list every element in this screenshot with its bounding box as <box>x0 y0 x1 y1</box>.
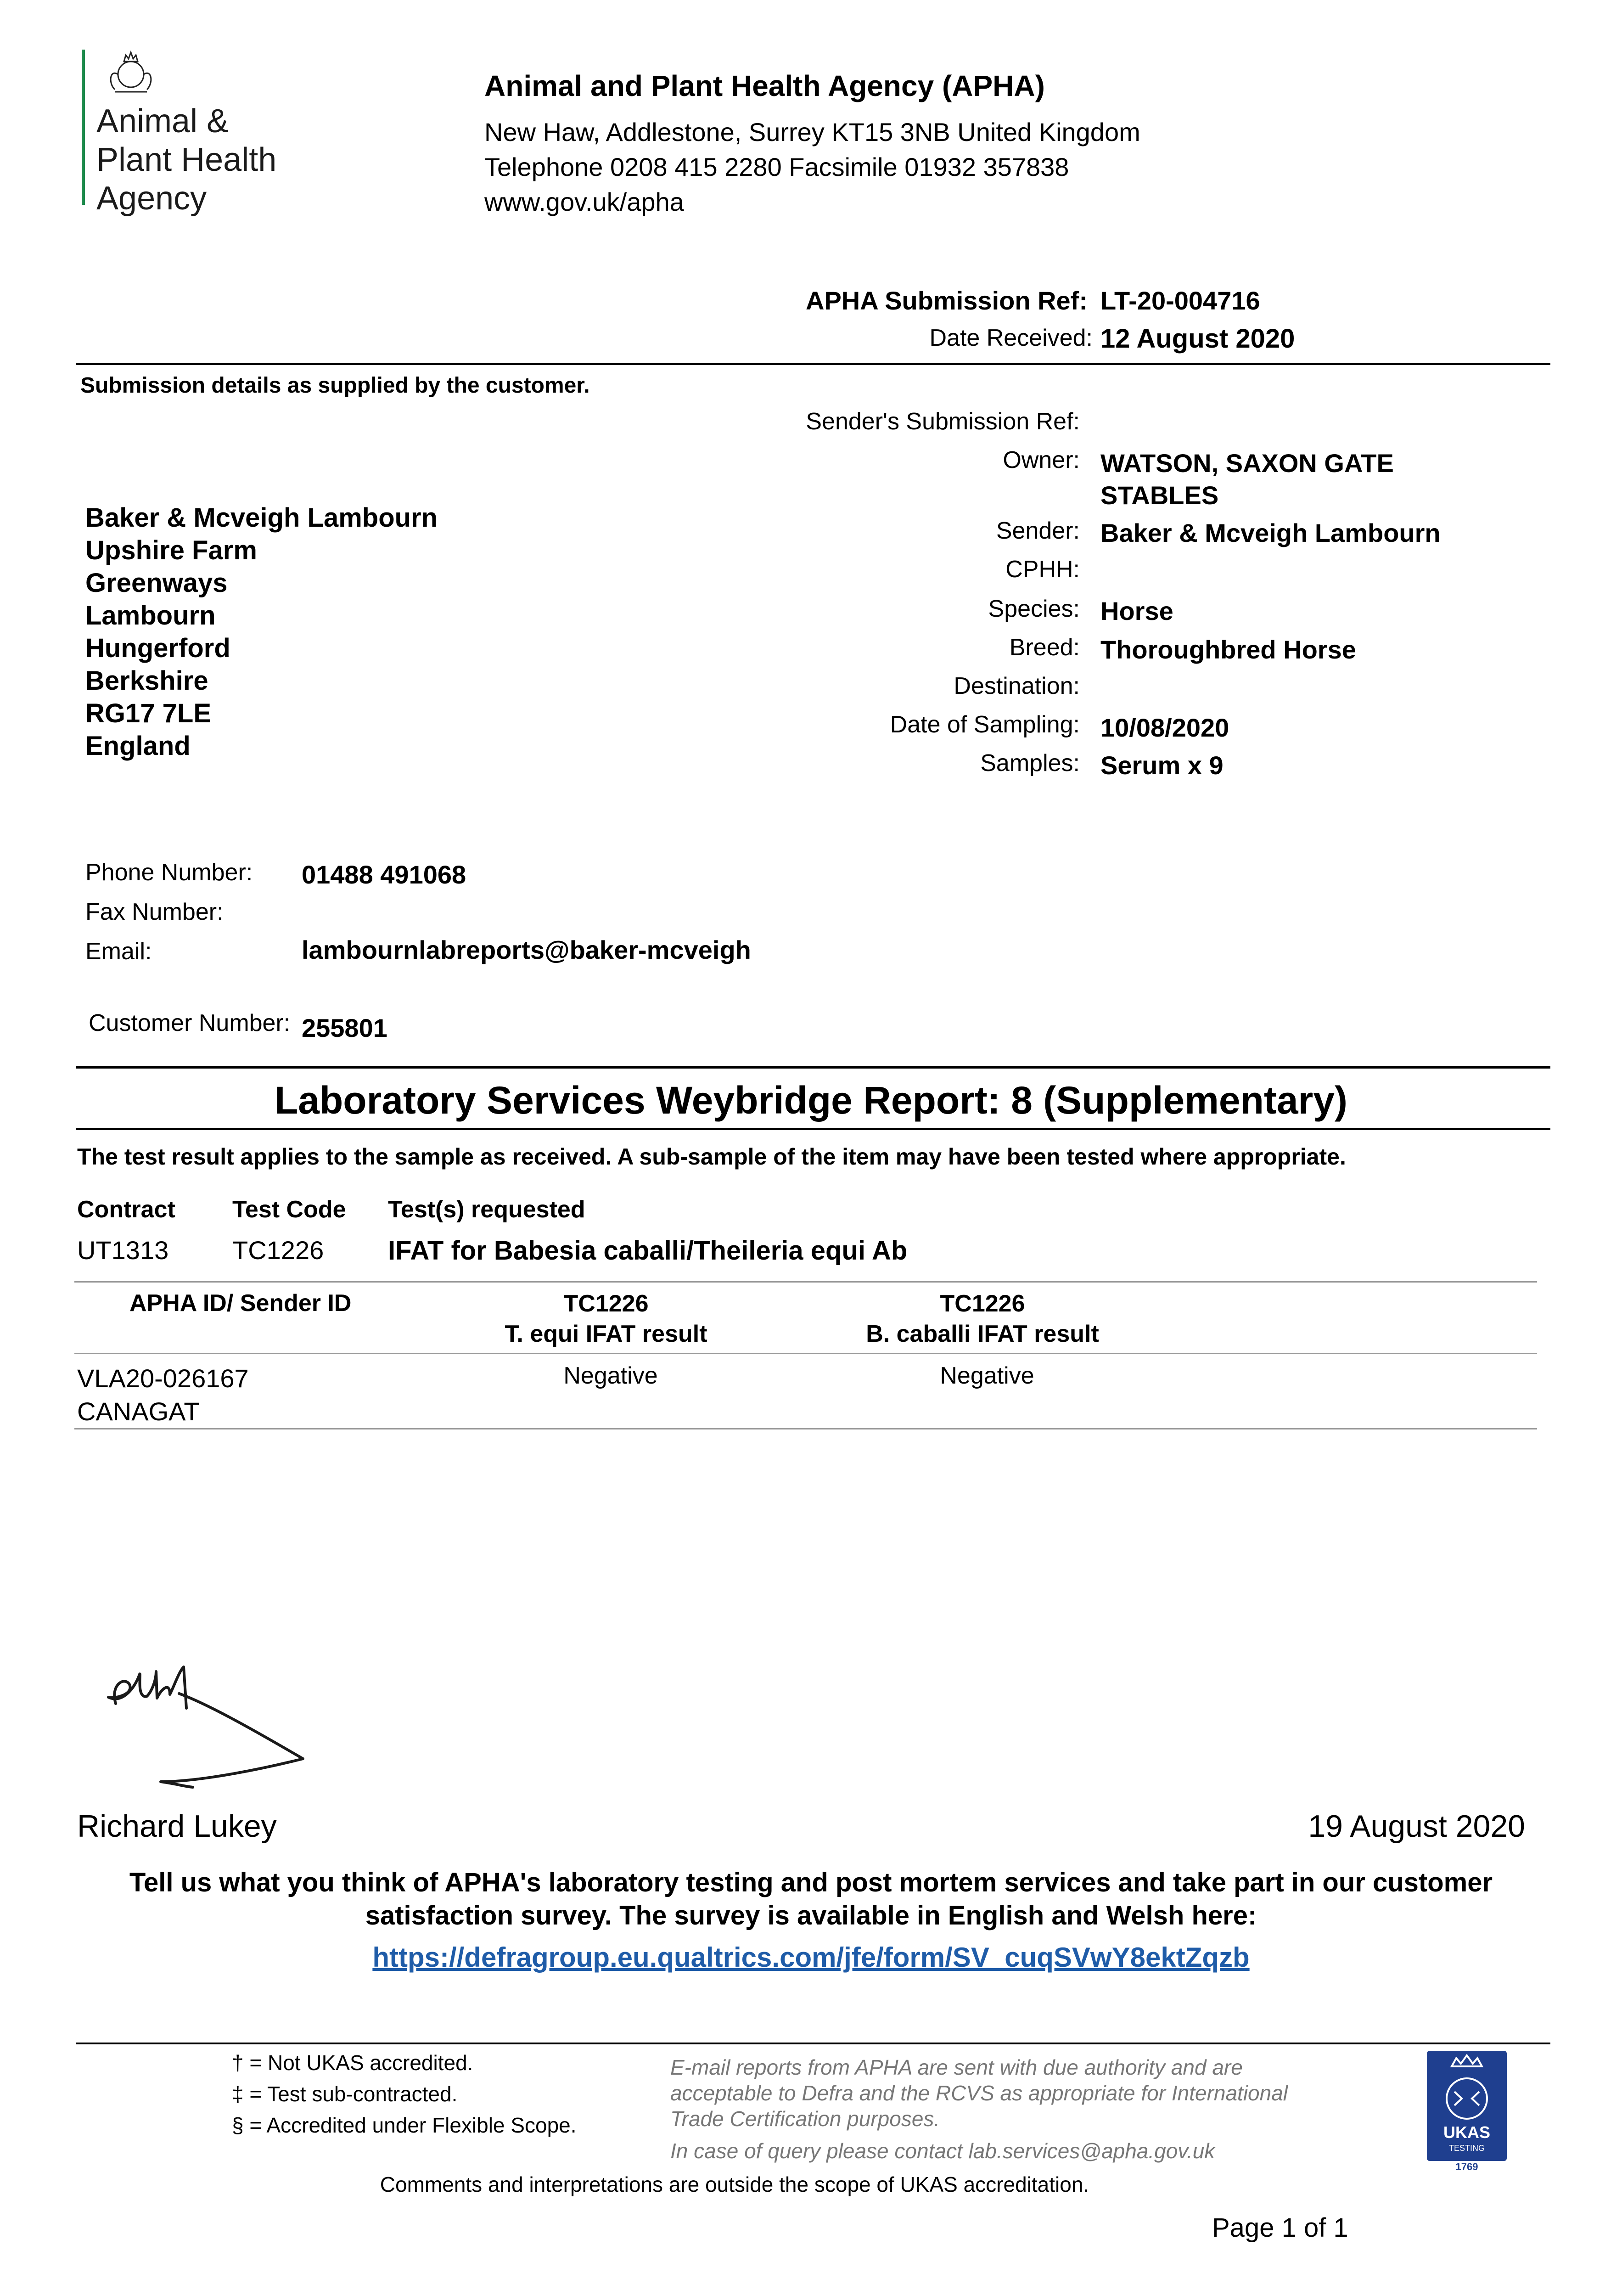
fax-label: Fax Number: <box>85 899 224 925</box>
owner-label: Owner: <box>1003 447 1080 473</box>
ukas-badge <box>1423 2048 1510 2172</box>
logo-bar <box>82 50 85 205</box>
ukas-number: 1769 <box>1455 2161 1478 2172</box>
date-received-value: 12 August 2020 <box>1100 324 1295 354</box>
survey-link[interactable]: https://defragroup.eu.qualtrics.com/jfe/form/SV_cuqSVwY8ektZqzb <box>372 1942 1250 1973</box>
customer-number-label: Customer Number: <box>89 1010 291 1036</box>
report-title: Laboratory Services Weybridge Report: 8 (Supplementary) <box>274 1079 1348 1122</box>
test-code-header: Test Code <box>232 1196 346 1223</box>
contract-header: Contract <box>77 1196 175 1223</box>
ukas-sub: TESTING <box>1448 2144 1485 2153</box>
t-equi-result: Negative <box>563 1362 658 1389</box>
species-value: Horse <box>1100 597 1173 625</box>
divider <box>74 1428 1537 1429</box>
owner-value: WATSON, SAXON GATE STABLES <box>1100 449 1394 510</box>
sample-id: VLA20-026167 CANAGAT <box>77 1364 249 1426</box>
footer-comments: Comments and interpretations are outside the scope of UKAS accreditation. <box>380 2172 1089 2196</box>
survey-link-wrap <box>0 1941 1622 1973</box>
survey-text: Tell us what you think of APHA's laboratory testing and post mortem services and take part in our customer satisfaction survey. The survey is available in English and Welsh here: <box>129 1868 1493 1930</box>
signature-image <box>92 1653 331 1800</box>
page-number: Page 1 of 1 <box>1212 2213 1348 2243</box>
cphh-label: CPHH: <box>1005 556 1080 583</box>
sender-value: Baker & Mcveigh Lambourn <box>1100 518 1441 547</box>
breed-value: Thoroughbred Horse <box>1100 635 1356 664</box>
report-disclaimer: The test result applies to the sample as received. A sub-sample of the item may have been tested where appropriate. <box>77 1144 1346 1170</box>
submission-details-note: Submission details as supplied by the customer. <box>80 373 590 398</box>
sender-label: Sender: <box>996 518 1080 544</box>
org-contact <box>484 115 1140 219</box>
divider <box>76 363 1550 365</box>
test-code-value: TC1226 <box>232 1236 324 1265</box>
phone-value: 01488 491068 <box>302 860 466 889</box>
org-address: New Haw, Addlestone, Surrey KT15 3NB United Kingdom <box>484 118 1140 146</box>
royal-crest-icon <box>96 46 165 100</box>
customer-address: Baker & Mcveigh Lambourn Upshire Farm Greenways Lambourn Hungerford Berkshire RG17 7LE England <box>85 503 438 761</box>
org-name: Animal and Plant Health Agency (APHA) <box>484 69 1045 102</box>
submission-ref-value: LT-20-004716 <box>1100 286 1260 315</box>
org-website: www.gov.uk/apha <box>484 187 684 216</box>
breed-label: Breed: <box>1009 634 1080 661</box>
customer-number-value: 255801 <box>302 1013 387 1042</box>
divider <box>74 1353 1537 1354</box>
footer-query: In case of query please contact lab.services@apha.gov.uk <box>670 2139 1215 2163</box>
senders-ref-label: Sender's Submission Ref: <box>806 408 1080 435</box>
logo-text: Animal & Plant Health Agency <box>96 103 277 217</box>
samples-value: Serum x 9 <box>1100 751 1224 780</box>
b-caballi-result: Negative <box>940 1362 1034 1389</box>
email-value: lambournlabreports@baker-mcveigh <box>302 935 751 964</box>
org-phone-fax: Telephone 0208 415 2280 Facsimile 01932 357838 <box>484 152 1069 181</box>
tests-requested-header: Test(s) requested <box>388 1196 585 1223</box>
divider <box>76 2043 1550 2044</box>
footer-key: † = Not UKAS accredited. ‡ = Test sub-contracted. § = Accredited under Flexible Scope. <box>232 2051 577 2137</box>
b-caballi-header: TC1226 B. caballi IFAT result <box>866 1290 1099 1347</box>
sampling-date-value: 10/08/2020 <box>1100 713 1229 742</box>
footer-note: E-mail reports from APHA are sent with due authority and are acceptable to Defra and the RCVS as appropriate for International Trade Certification purposes. <box>670 2055 1288 2131</box>
ukas-label: UKAS <box>1443 2123 1491 2142</box>
tests-requested-value: IFAT for Babesia caballi/Theileria equi Ab <box>388 1236 908 1266</box>
phone-label: Phone Number: <box>85 859 253 886</box>
species-label: Species: <box>988 596 1080 622</box>
date-received-label: Date Received: <box>929 325 1093 351</box>
t-equi-header: TC1226 T. equi IFAT result <box>505 1290 707 1347</box>
report-date: 19 August 2020 <box>1308 1809 1525 1844</box>
divider <box>76 1128 1550 1130</box>
submission-ref-label: APHA Submission Ref: <box>806 286 1088 315</box>
destination-label: Destination: <box>954 673 1080 699</box>
results-id-header: APHA ID/ Sender ID <box>129 1290 352 1317</box>
contract-value: UT1313 <box>77 1236 169 1265</box>
divider <box>76 1066 1550 1069</box>
samples-label: Samples: <box>980 750 1080 777</box>
signatory-name: Richard Lukey <box>77 1809 277 1844</box>
divider <box>74 1281 1537 1283</box>
email-label: Email: <box>85 938 152 965</box>
sampling-date-label: Date of Sampling: <box>890 711 1080 738</box>
